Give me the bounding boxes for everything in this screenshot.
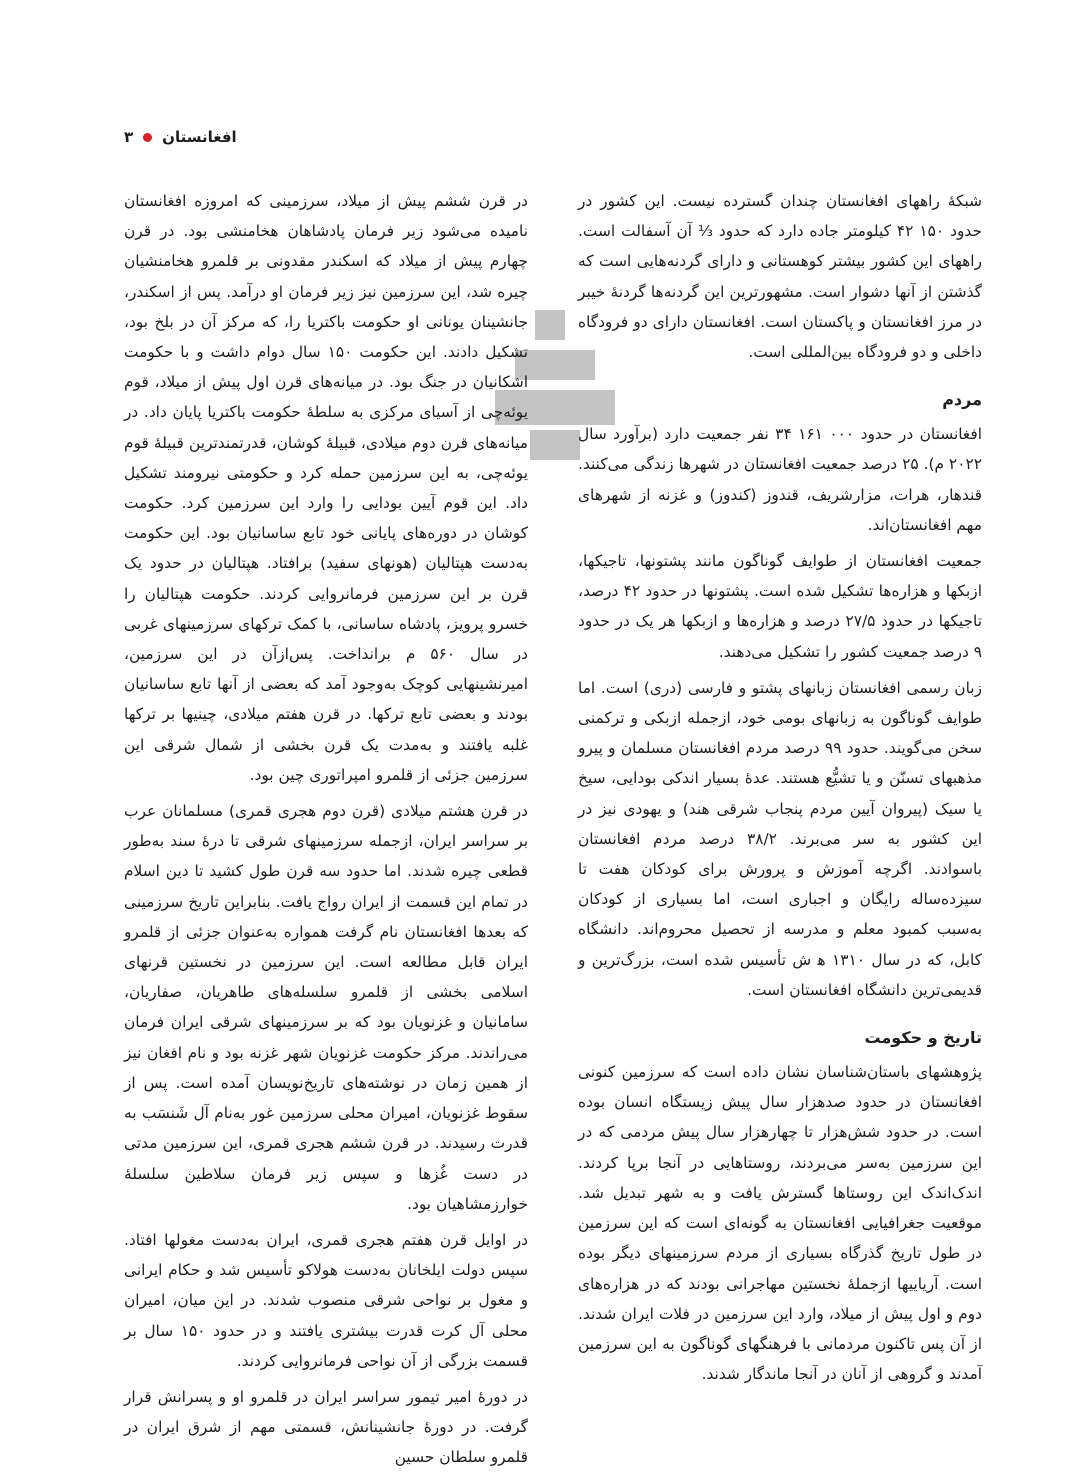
paragraph-timurid-era: در دورهٔ امیر تیمور سراسر ایران در قلمرو او و پسرانش قرار گرفت. در دورهٔ جانشینانش، قسمتی مهم از شرق ایران در قلمرو سلطان حسین (124, 1387, 528, 1467)
paragraph-prehistory: پژوهشهای باستان‌شناسان نشان داده است که سرزمین کنونی افغانستان در حدود صدهزار سال پیش زیستگاه انسان بوده است. در حدود شش‌هزار تا چهارهزار سال پیش مردمی که در این سرزمین به‌سر می‌بردند، روستاهایی در آنجا برپا کردند. اندک‌اندک این روستاها گسترش یافت و به شهر تبدیل شد. موقعیت جغرافیایی افغانستان به گونه‌ای است که این سرزمین در طول تاریخ گذرگاه بسیاری از مردم سرزمینهای دیگر بوده است. آریاییها ازجملهٔ نخستین مهاجرانی بودند که در هزاره‌های دوم و اول پیش از میلاد، وارد این سرزمین در فلات ایران شدند. از آن پس تاکنون مردمانی با فرهنگهای گوناگون به این سرزمین آمدند و گروهی از آنان در آنجا ماندگار شدند. (578, 1063, 982, 1384)
paragraph-languages: زبان رسمی افغانستان زبانهای پشتو و فارسی (دری) است. اما طوایف گوناگون به زبانهای بومی خود، ازجمله ازبکی و ترکمنی سخن می‌گویند. حدود ۹۹ درصد مردم افغانستان مسلمان و پیرو مذهبهای تسنّن و یا تشیُّع هستند. عدهٔ بسیار اندکی بودایی، سیخ یا سیک (پیروان آیین مردم پنجاب شرقی هند) و یهودی نیز در این کشور به سر می‌برند. ۳۸/۲ درصد مردم افغانستان باسوادند. اگرچه آموزش و پرورش برای کودکان هفت تا سیزده‌ساله رایگان و اجباری است، اما بسیاری از کودکان به‌سبب کمبود معلم و مدرسه از تحصیل محروم‌اند. دانشگاه کابل، که در سال ۱۳۱۰ ه‍ ش تأسیس شده است، بزرگ‌ترین و قدیمی‌ترین دانشگاه افغانستان است. (578, 678, 983, 999)
paragraph-mongol-era: در اوایل قرن هفتم هجری قمری، ایران به‌دست مغولها افتاد. سپس دولت ایلخانان به‌دست هولاکو تأسیس شد و حکام ایرانی و مغول بر نواحی شرقی منصوب شدند. در این میان، امیران محلی آل کرت قدرت بیشتری یافتند و در حدود ۱۵۰ سال بر قسمت بزرگی از آن نواحی فرمانروایی کردند. (124, 1230, 528, 1370)
paragraph-ancient-history: در قرن ششم پیش از میلاد، سرزمینی که امروزه افغانستان نامیده می‌شود زیر فرمان پادشاهان هخامنشی بود. در قرن چهارم پیش از میلاد که اسکندر مقدونی بر قلمرو هخامنشیان چیره شد، این سرزمین نیز زیر فرمان او درآمد. پس از اسکندر، جانشینان یونانی او حکومت باکتریا را، که مرکز آن در بلخ بود، تشکیل دادند. این حکومت ۱۵۰ سال دوام داشت و با حکومت اشکانیان در جنگ بود. در میانه‌های قرن اول پیش از میلاد، قوم یوئه‌چی از آسیای مرکزی به سلطهٔ حکومت باکتریا پایان داد. در میانه‌های قرن دوم میلادی، قبیلهٔ کوشان، قدرتمندترین قبیلهٔ قوم یوئه‌چی، به این سرزمین حمله کرد و حکومتی نیرومند تشکیل داد. این قوم آیین بودایی را وارد این سرزمین کرد. حکومت کوشان در دوره‌های پایانی خود تابع ساسانیان بود. این حکومت به‌دست هپتالیان (هونهای سفید) برافتاد. هپتالیان در حدود یک قرن بر این سرزمین فرمانروایی کردند. حکومت هپتالیان را خسرو پرویز، پادشاه ساسانی، با کمک ترکهای سرزمینهای غربی در سال ۵۶۰ م برانداخت. پس‌ازآن در این سرزمین، امیرنشینهایی کوچک به‌وجود آمد که بعضی از آنها تابع ساسانیان بودند و بعضی تابع ترکها. در قرن هفتم میلادی، چینیها بر ترکها غلبه یافتند و به‌مدت یک قرن بخشی از شمال شرقی این سرزمین جزئی از قلمرو امپراتوری چین بود. (124, 192, 529, 784)
paragraph-population: افغانستان در حدود ۰۰۰ ۱۶۱ ۳۴ نفر جمعیت دارد (برآورد سال ۲۰۲۲ م). ۲۵ درصد جمعیت افغانستان در شهرها زندگی می‌کنند. قندهار، هرات، مزارشریف، قندوز (کندوز) و غزنه از شهرهای مهم افغانستان‌اند. (578, 425, 982, 534)
paragraph-islamic-era: در قرن هشتم میلادی (قرن دوم هجری قمری) مسلمانان عرب بر سراسر ایران، ازجمله سرزمینهای شرقی تا درهٔ سند به‌طور قطعی چیره شدند. اما حدود سه قرن طول کشید تا دین اسلام در تمام این قسمت از ایران رواج یافت. بنابراین تاریخ سرزمینی که بعدها افغانستان نام گرفت همواره به‌عنوان جزئی از قلمرو ایران قابل مطالعه است. این سرزمین در نخستین قرنهای اسلامی بخشی از قلمرو سلسله‌های طاهریان، صفاریان، سامانیان و غزنویان بود که بر سرزمینهای شرقی ایران فرمان می‌راندند. مرکز حکومت غزنویان شهر غزنه بود و نام افغان نیز از همین زمان در نوشته‌های تاریخ‌نویسان آمده است. پس از سقوط غزنویان، امیران محلی سرزمین غور به‌نام آل شَنسَب به قدرت رسیدند. در قرن ششم هجری قمری، این سرزمین مدتی در دست غُزها و سپس زیر فرمان سلاطین سلسلهٔ خوارزمشاهیان بود. (124, 802, 528, 1213)
heading-history: تاریخ و حکومت (864, 1028, 982, 1048)
paragraph-roads: شبکهٔ راههای افغانستان چندان گسترده نیست. این کشور در حدود ۱۵۰ ۴۲ کیلومتر جاده دارد که حدود ⅓ آن آسفالت است. راههای این کشور بیشتر کوهستانی و دارای گردنه‌هایی است که گذشتن از آنها دشوار است. مشهورترین این گردنه‌ها گردنهٔ خیبر در مرز افغانستان و پاکستان است. افغانستان دارای دو فرودگاه داخلی و دو فرودگاه بین‌المللی است. (578, 192, 982, 362)
heading-people: مردم (942, 390, 982, 410)
bullet-dot-icon (143, 133, 152, 142)
running-head (124, 128, 237, 146)
running-head-title: افغانستان (162, 128, 237, 146)
page-number: ۳ (124, 128, 134, 146)
paragraph-ethnic-groups: جمعیت افغانستان از طوایف گوناگون مانند پشتونها، تاجیکها، ازبکها و هزاره‌ها تشکیل شده است. پشتونها در حدود ۴۲ درصد، تاجیکها در حدود ۲۷/۵ درصد و هزاره‌ها و ازبکها هر یک در حدود ۹ درصد جمعیت کشور را تشکیل می‌دهند. (578, 552, 983, 661)
left-column (124, 186, 528, 1479)
right-column (578, 186, 982, 1395)
